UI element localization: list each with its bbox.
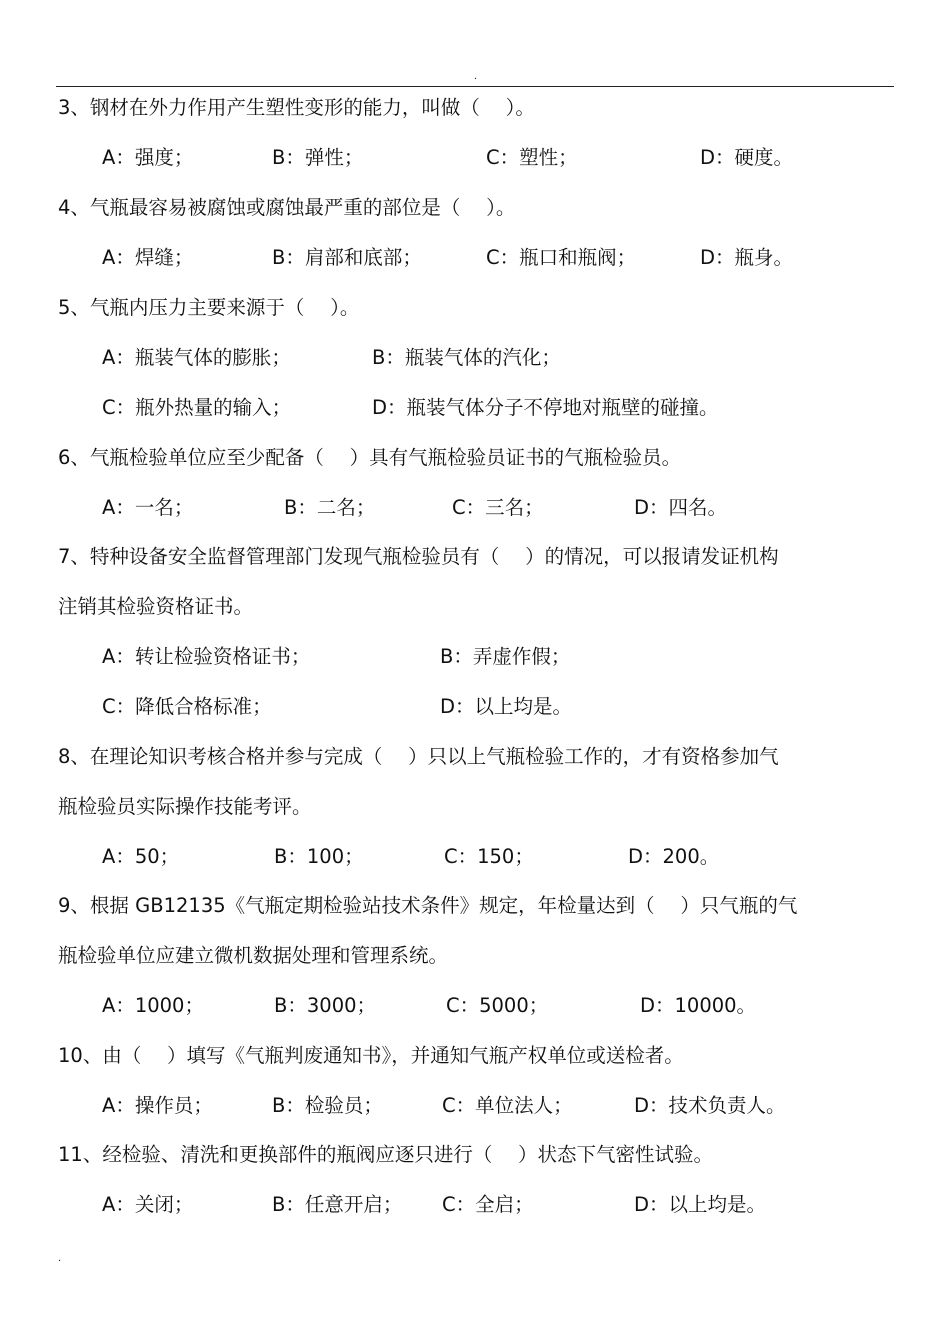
question-7-option-a: A：转让检验资格证书； — [102, 645, 311, 668]
question-6-text: 6、气瓶检验单位应至少配备（ ）具有气瓶检验员证书的气瓶检验员。 — [58, 446, 682, 469]
question-4-option-c: C：瓶口和瓶阀； — [486, 246, 637, 269]
question-9-option-d: D：10000。 — [640, 994, 757, 1017]
question-10-option-d: D：技术负责人。 — [634, 1094, 786, 1117]
header-mark: . — [474, 71, 478, 82]
question-9-option-b: B：3000； — [274, 994, 377, 1017]
question-5-option-a: A：瓶装气体的膨胀； — [102, 346, 291, 369]
question-8-option-a: A：50； — [102, 845, 180, 868]
question-8-option-c: C：150； — [444, 845, 534, 868]
question-9-option-a: A：1000； — [102, 994, 204, 1017]
question-8-option-d: D：200。 — [628, 845, 720, 868]
question-11-option-d: D：以上均是。 — [634, 1193, 767, 1216]
question-3-text: 3、钢材在外力作用产生塑性变形的能力，叫做（ ）。 — [58, 96, 535, 119]
question-6-option-b: B：二名； — [284, 496, 376, 519]
question-5-text: 5、气瓶内压力主要来源于（ ）。 — [58, 296, 360, 319]
question-5-option-d: D：瓶装气体分子不停地对瓶壁的碰撞。 — [372, 396, 719, 419]
question-7-text-line-2: 注销其检验资格证书。 — [58, 595, 254, 618]
footer-mark: . — [58, 1253, 62, 1264]
question-7-option-b: B：弄虚作假； — [440, 645, 571, 668]
question-10-option-c: C：单位法人； — [442, 1094, 573, 1117]
question-8-text-line-2: 瓶检验员实际操作技能考评。 — [58, 795, 312, 818]
question-9-option-c: C：5000； — [446, 994, 549, 1017]
header-rule — [56, 86, 894, 87]
question-3-option-b: B：弹性； — [272, 146, 364, 169]
question-7-text-line-1: 7、特种设备安全监督管理部门发现气瓶检验员有（ ）的情况，可以报请发证机构 — [58, 545, 779, 568]
question-7-option-d: D：以上均是。 — [440, 695, 573, 718]
question-5-option-c: C：瓶外热量的输入； — [102, 396, 292, 419]
question-4-text: 4、气瓶最容易被腐蚀或腐蚀最严重的部位是（ ）。 — [58, 196, 516, 219]
question-7-option-c: C：降低合格标准； — [102, 695, 272, 718]
question-6-option-a: A：一名； — [102, 496, 194, 519]
question-11-option-b: B：任意开启； — [272, 1193, 403, 1216]
question-5-option-b: B：瓶装气体的汽化； — [372, 346, 561, 369]
question-10-text: 10、由（ ）填写《气瓶判废通知书》，并通知气瓶产权单位或送检者。 — [58, 1044, 684, 1067]
question-3-option-c: C：塑性； — [486, 146, 578, 169]
question-8-option-b: B：100； — [274, 845, 364, 868]
question-11-text: 11、经检验、清洗和更换部件的瓶阀应逐只进行（ ）状态下气密性试验。 — [58, 1143, 714, 1166]
question-10-option-b: B：检验员； — [272, 1094, 383, 1117]
question-8-text-line-1: 8、在理论知识考核合格并参与完成（ ）只以上气瓶检验工作的，才有资格参加气 — [58, 745, 779, 768]
question-3-option-d: D：硬度。 — [700, 146, 794, 169]
question-6-option-d: D：四名。 — [634, 496, 728, 519]
question-6-option-c: C：三名； — [452, 496, 544, 519]
question-10-option-a: A：操作员； — [102, 1094, 213, 1117]
question-3-option-a: A：强度； — [102, 146, 194, 169]
question-4-option-b: B：肩部和底部； — [272, 246, 422, 269]
question-11-option-c: C：全启； — [442, 1193, 534, 1216]
question-4-option-d: D：瓶身。 — [700, 246, 794, 269]
question-4-option-a: A：焊缝； — [102, 246, 194, 269]
question-9-text-line-1: 9、根据 GB12135《气瓶定期检验站技术条件》规定，年检量达到（ ）只气瓶的气 — [58, 894, 798, 917]
question-11-option-a: A：关闭； — [102, 1193, 194, 1216]
question-9-text-line-2: 瓶检验单位应建立微机数据处理和管理系统。 — [58, 944, 449, 967]
